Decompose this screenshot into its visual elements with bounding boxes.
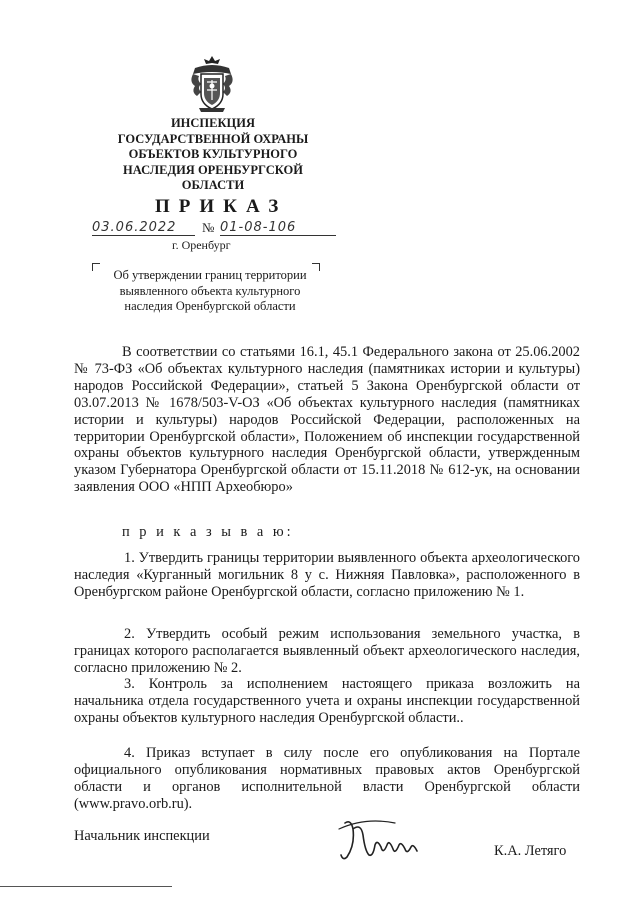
number-sign: № xyxy=(202,220,215,235)
subject-line: выявленного объекта культурного xyxy=(119,283,301,298)
order-item-2: 2. Утвердить особый режим использования земельного участка, в границах которого располагается выявленный объект археологического наследия, согласно приложению № 2. xyxy=(74,626,580,676)
org-line: НАСЛЕДИЯ ОРЕНБУРГСКОЙ xyxy=(122,162,304,177)
document-type-title: ПРИКАЗ xyxy=(155,196,288,217)
signatory-title: Начальник инспекции xyxy=(74,828,210,844)
footer-divider xyxy=(0,886,172,887)
handwritten-signature xyxy=(335,815,430,865)
date-number-line xyxy=(92,220,342,238)
order-word: п р и к а з ы в а ю: xyxy=(122,524,294,540)
city: г. Оренбург xyxy=(172,238,231,252)
preamble-paragraph: В соответствии со статьями 16.1, 45.1 Федерального закона от 25.06.2002 № 73-ФЗ «Об объектах культурного наследия (памятниках истории и культуры) народов Российской Федерации», статьей 5 Закона Оренбургской области от 03.07.2013 № 1678/503-V-ОЗ «Об объектах культурного наследия (памятниках истории и культуры) народов Российской Федерации, расположенных на территории Оренбургской области», Положением об инспекции государственной охраны объектов культурного наследия Оренбургской области, утвержденным указом Губернатора Оренбургской области от 15.11.2018 № 612-ук, на основании заявления ООО «НПП Археобюро» xyxy=(74,344,580,496)
org-line: ОБЪЕКТОВ КУЛЬТУРНОГО xyxy=(128,147,298,161)
signatory-name: К.А. Летяго xyxy=(494,843,567,859)
order-date: 03.06.2022 xyxy=(92,220,195,236)
order-item-4: 4. Приказ вступает в силу после его опубликования на Портале официального опубликования нормативных правовых актов Оренбургской области и органов исполнительной власти Оренбургской области (www.pravo.orb.ru). xyxy=(74,745,580,812)
order-subject xyxy=(100,268,320,315)
subject-line: Об утверждении границ территории xyxy=(113,268,307,282)
org-line: ОБЛАСТИ xyxy=(181,178,245,192)
order-item-1: 1. Утвердить границы территории выявленного объекта археологического наследия «Курганный могильник 8 у с. Нижняя Павловка», расположенного в Оренбургском районе Оренбургской области, согласно приложению № 1. xyxy=(74,550,580,600)
order-item-3: 3. Контроль за исполнением настоящего приказа возложить на начальника отдела государственного учета и охраны инспекции государственной охраны объектов культурного наследия Оренбургской области.. xyxy=(74,676,580,726)
issuing-authority xyxy=(100,116,326,194)
order-number: 01-08-106 xyxy=(220,220,336,236)
org-line: ИНСПЕКЦИЯ xyxy=(170,116,256,130)
subject-bracket-left xyxy=(92,263,100,271)
org-line: ГОСУДАРСТВЕННОЙ ОХРАНЫ xyxy=(117,131,309,146)
coat-of-arms-emblem xyxy=(187,52,237,114)
subject-line: наследия Оренбургской области xyxy=(124,299,296,313)
